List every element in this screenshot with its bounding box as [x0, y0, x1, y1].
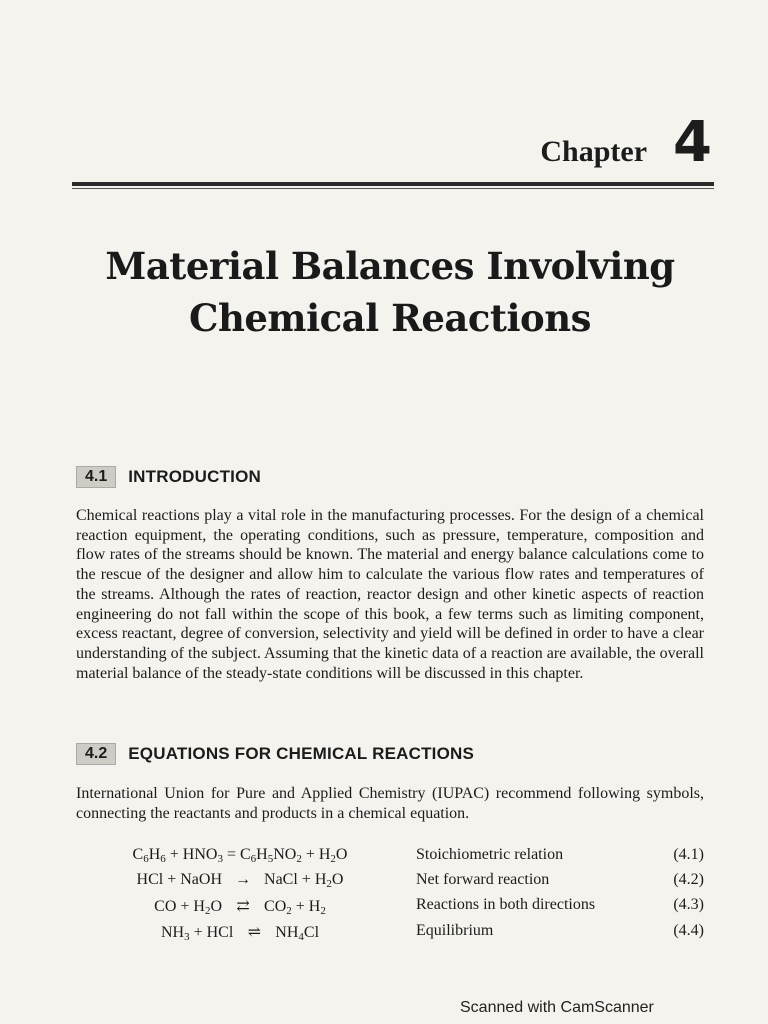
- equation-row: [90, 846, 704, 870]
- section-heading-4-2: [76, 743, 474, 765]
- scanner-watermark: Scanned with CamScanner: [460, 999, 654, 1016]
- chapter-label: Chapter: [540, 135, 648, 168]
- equation-description: Net forward reaction: [416, 871, 550, 888]
- equation-number: (4.1): [673, 846, 704, 863]
- equation-description: Reactions in both directions: [416, 896, 596, 913]
- intro-paragraph: Chemical reactions play a vital role in the manufacturing processes. For the design of a chemical reaction equipment, the operating conditions, such as pressure, temperature, composition and flow rates of the streams should be known. The material and energy balance calculations come to the rescue of the designer and allow him to calculate the various flow rates and temperatures of the streams. Although the rates of reaction, reactor design and other kinetic aspects of reaction engineering do not fall within the scope of this book, a few terms such as limiting component, excess reactant, degree of conversion, selectivity and yield will be defined in order to have a clear understanding of the subject. Assuming that the kinetic data of a reaction are available, the overall material balance of the steady-state conditions will be discussed in this chapter.: [76, 507, 704, 682]
- equation-number: (4.4): [673, 922, 704, 939]
- section-title: EQUATIONS FOR CHEMICAL REACTIONS: [128, 744, 475, 763]
- chapter-rule-thin: [72, 188, 714, 189]
- section-title: INTRODUCTION: [128, 467, 261, 486]
- chapter-title-line2: Chemical Reactions: [189, 296, 591, 340]
- equation-expression: $C_6H_6 + HNO_3 = C_6H_5NO_2 + H_2O$: [132, 846, 348, 865]
- equation-expression: HCl + NaOH → NaCl + $H_2O$: [136, 871, 344, 890]
- equation-number: (4.3): [673, 896, 704, 913]
- equation-expression: $NH_3$ + HCl ⇌ $NH_4Cl$: [160, 924, 320, 943]
- section-number: 4.1: [76, 466, 116, 488]
- equation-number: (4.2): [673, 871, 704, 888]
- equation-expression: CO + $H_2O$ ⇄ $CO_2 + H_2$: [154, 898, 326, 917]
- section-heading-4-1: [76, 466, 261, 488]
- bleed-through-text: [60, 18, 740, 37]
- chapter-rule: [72, 182, 714, 186]
- equation-description: Equilibrium: [416, 922, 494, 939]
- chapter-title: [70, 240, 710, 344]
- equation-row: [90, 871, 704, 895]
- section-number: 4.2: [76, 743, 116, 765]
- equation-row: [90, 922, 704, 946]
- equations-intro-paragraph: International Union for Pure and Applied Chemistry (IUPAC) recommend following symbols, connecting the reactants and products in a chemical equation.: [76, 785, 704, 822]
- equation-description: Stoichiometric relation: [416, 846, 564, 863]
- chapter-number: 4: [673, 110, 712, 175]
- equation-row: [90, 896, 704, 920]
- chapter-heading: [540, 110, 712, 175]
- chapter-title-line1: Material Balances Involving: [105, 244, 675, 288]
